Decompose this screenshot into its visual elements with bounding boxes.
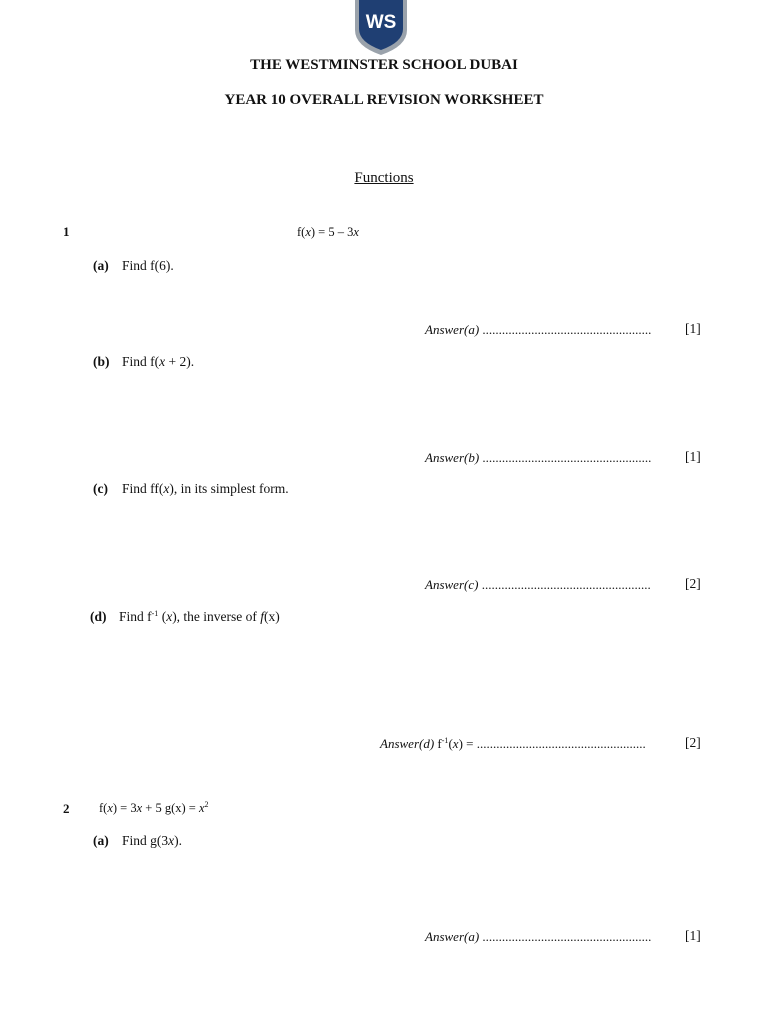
- question-part-a: (a) Find g(3x).: [93, 833, 183, 848]
- marks-label: [2]: [685, 735, 701, 750]
- question-part-b: (b) Find f(x + 2).: [93, 354, 195, 369]
- school-logo: [352, 0, 410, 56]
- topic-heading: Functions: [354, 170, 414, 186]
- answer-line-a[interactable]: Answer(a) ....................................................: [425, 322, 652, 337]
- marks-label: [1]: [685, 321, 701, 336]
- question-part-c: (c) Find ff(x), in its simplest form.: [93, 481, 289, 496]
- marks-label: [2]: [685, 576, 701, 591]
- answer-line-c[interactable]: Answer(c) ....................................................: [425, 577, 651, 592]
- question-part-d: (d) Find $f^{-1}$ (x), the inverse of f(x): [90, 609, 280, 624]
- function-definition: f(x) = 3x + 5 $g(x) = x^2$: [99, 800, 209, 815]
- answer-line-b[interactable]: Answer(b) ....................................................: [425, 450, 652, 465]
- question-number: 2: [63, 801, 70, 816]
- worksheet-title: YEAR 10 OVERALL REVISION WORKSHEET: [224, 92, 544, 108]
- school-name: THE WESTMINSTER SCHOOL DUBAI: [250, 57, 518, 73]
- question-number: 1: [63, 224, 70, 239]
- marks-label: [1]: [685, 449, 701, 464]
- marks-label: [1]: [685, 928, 701, 943]
- function-definition: f(x) = 5 – 3x: [297, 225, 359, 239]
- answer-line-d[interactable]: Answer(d) $f^{-1}(x)$ = ....................................................: [380, 736, 646, 751]
- question-part-a: (a) Find f(6).: [93, 258, 174, 273]
- answer-line-a[interactable]: Answer(a) ....................................................: [425, 929, 652, 944]
- svg-text:WS: WS: [365, 12, 397, 33]
